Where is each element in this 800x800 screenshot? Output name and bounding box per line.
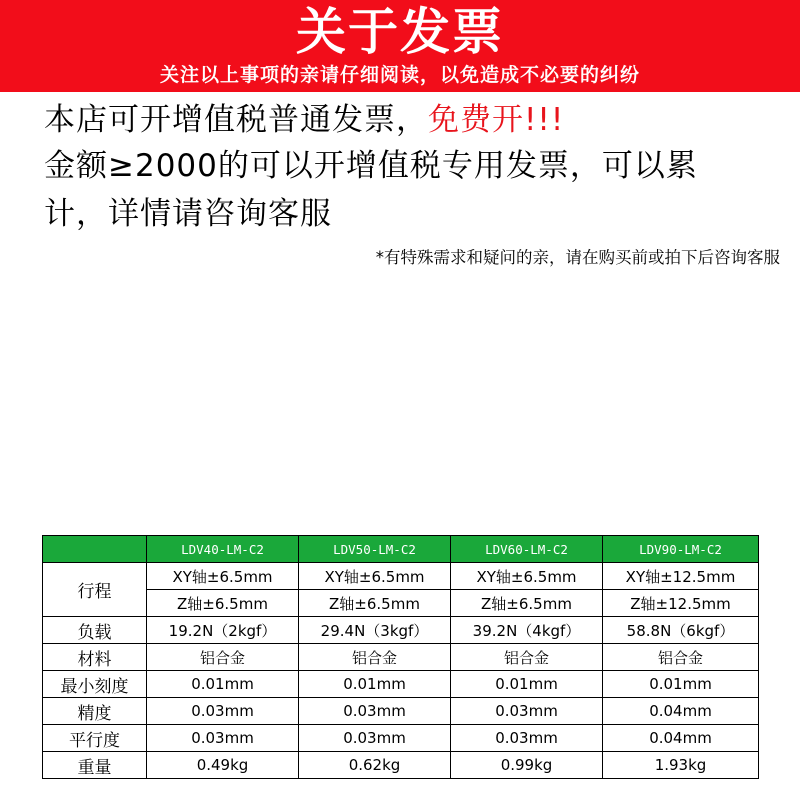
material-cell: 铝合金 <box>299 644 451 671</box>
row-label-parallelism: 平行度 <box>43 725 147 752</box>
min-scale-cell: 0.01mm <box>299 671 451 698</box>
load-cell: 58.8N（6kgf） <box>603 617 759 644</box>
row-label-accuracy: 精度 <box>43 698 147 725</box>
spec-row-travel-z <box>43 590 759 617</box>
parallelism-cell: 0.03mm <box>147 725 299 752</box>
row-label-min-scale: 最小刻度 <box>43 671 147 698</box>
weight-cell: 0.49kg <box>147 752 299 779</box>
model-header: LDV90-LM-C2 <box>603 536 759 563</box>
banner-subtitle: 关注以上事项的亲请仔细阅读，以免造成不必要的纠纷 <box>159 64 640 86</box>
load-cell: 29.4N（3kgf） <box>299 617 451 644</box>
invoice-line-3: 计，详情请咨询客服 <box>44 196 332 232</box>
weight-cell: 1.93kg <box>603 752 759 779</box>
spec-row-travel-xy <box>43 563 759 590</box>
spec-row-load <box>43 617 759 644</box>
travel-xy-cell: XY轴±6.5mm <box>451 563 603 590</box>
load-cell: 19.2N（2kgf） <box>147 617 299 644</box>
material-cell: 铝合金 <box>603 644 759 671</box>
parallelism-cell: 0.03mm <box>451 725 603 752</box>
spec-row-accuracy <box>43 698 759 725</box>
model-header: LDV60-LM-C2 <box>451 536 603 563</box>
invoice-banner <box>0 0 800 92</box>
invoice-line-1-main: 本店可开增值税普通发票， <box>44 102 428 138</box>
row-label-weight: 重量 <box>43 752 147 779</box>
min-scale-cell: 0.01mm <box>147 671 299 698</box>
weight-cell: 0.99kg <box>451 752 603 779</box>
row-label-travel: 行程 <box>43 563 147 617</box>
invoice-line-1 <box>44 100 564 140</box>
free-invoice-emphasis: 免费开!!! <box>428 102 565 138</box>
travel-z-cell: Z轴±6.5mm <box>299 590 451 617</box>
accuracy-cell: 0.04mm <box>603 698 759 725</box>
spec-row-parallelism <box>43 725 759 752</box>
spec-row-min-scale <box>43 671 759 698</box>
spec-header-corner <box>43 536 147 563</box>
travel-xy-cell: XY轴±12.5mm <box>603 563 759 590</box>
min-scale-cell: 0.01mm <box>603 671 759 698</box>
accuracy-cell: 0.03mm <box>451 698 603 725</box>
row-label-load: 负载 <box>43 617 147 644</box>
travel-xy-cell: XY轴±6.5mm <box>147 563 299 590</box>
spec-header-row <box>43 536 759 563</box>
material-cell: 铝合金 <box>147 644 299 671</box>
spec-row-material <box>43 644 759 671</box>
parallelism-cell: 0.04mm <box>603 725 759 752</box>
model-header: LDV50-LM-C2 <box>299 536 451 563</box>
travel-z-cell: Z轴±6.5mm <box>147 590 299 617</box>
parallelism-cell: 0.03mm <box>299 725 451 752</box>
material-cell: 铝合金 <box>451 644 603 671</box>
weight-cell: 0.62kg <box>299 752 451 779</box>
travel-z-cell: Z轴±12.5mm <box>603 590 759 617</box>
travel-z-cell: Z轴±6.5mm <box>451 590 603 617</box>
row-label-material: 材料 <box>43 644 147 671</box>
model-header: LDV40-LM-C2 <box>147 536 299 563</box>
spec-table <box>42 535 759 779</box>
banner-title: 关于发票 <box>296 3 504 61</box>
accuracy-cell: 0.03mm <box>147 698 299 725</box>
min-scale-cell: 0.01mm <box>451 671 603 698</box>
travel-xy-cell: XY轴±6.5mm <box>299 563 451 590</box>
spec-row-weight <box>43 752 759 779</box>
accuracy-cell: 0.03mm <box>299 698 451 725</box>
load-cell: 39.2N（4kgf） <box>451 617 603 644</box>
customer-service-note: *有特殊需求和疑问的亲，请在购买前或拍下后咨询客服 <box>375 248 780 267</box>
invoice-line-2: 金额≥2000的可以开增值税专用发票，可以累 <box>44 148 698 184</box>
